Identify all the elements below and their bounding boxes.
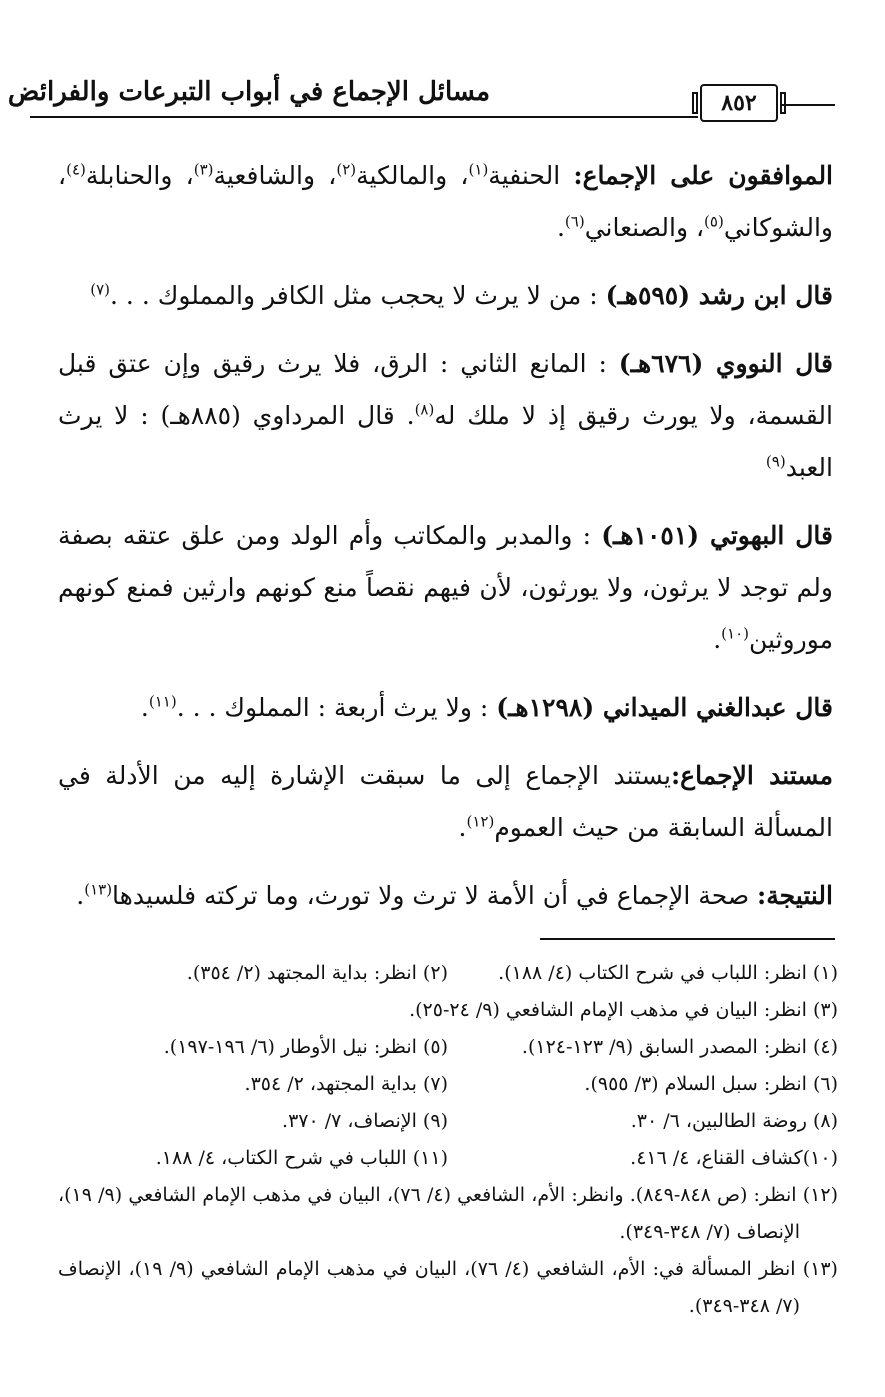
footnote-1: (١) انظر: اللباب في شرح الكتاب (٤/ ١٨٨). — [498, 962, 838, 984]
footnote-row — [58, 1140, 838, 1177]
paragraph-ibn-rushd — [58, 270, 833, 322]
text-mardawi: . قال المرداوي (٨٨٥هـ) : لا يرث العبد — [58, 401, 833, 482]
footnote-ref: (٥) — [704, 212, 724, 231]
label-nawawi: قال النووي (٦٧٦هـ) — [618, 349, 833, 378]
footnote-ref: (٢) — [336, 160, 357, 179]
footnote-4: (٤) انظر: المصدر السابق (٩/ ١٢٣-١٢٤). — [521, 1036, 838, 1058]
footnote-row — [58, 1251, 838, 1325]
label-agreeing: الموافقون على الإجماع: — [573, 161, 834, 190]
footnote-11: (١١) اللباب في شرح الكتاب، ٤/ ١٨٨. — [155, 1147, 448, 1169]
text-maliki: ، والمالكية — [356, 161, 469, 190]
footnote-3: (٣) انظر: البيان في مذهب الإمام الشافعي (٩/ ٢٤-٢٥). — [409, 999, 838, 1021]
paragraph-maydani — [58, 682, 833, 734]
page-number: ٨٥٢ — [721, 90, 757, 116]
footnote-ref: (٤) — [66, 160, 86, 179]
footnote-ref: (١٢) — [466, 812, 495, 831]
text-maydani: : ولا يرث أربعة : المملوك . . . — [176, 693, 489, 722]
text-sanani: ، والصنعاني — [584, 213, 705, 242]
footnote-6: (٦) انظر: سبل السلام (٣/ ٩٥٥). — [584, 1073, 838, 1095]
text-ibn-rushd: : من لا يرث لا يحجب مثل الكافر والمملوك . . . — [110, 281, 598, 310]
footnote-ref: (٨) — [414, 400, 435, 419]
footnote-ref: (١٠) — [721, 624, 750, 643]
page-number-frame — [700, 84, 778, 122]
text-hanafi: الحنفية — [488, 161, 574, 190]
text-shawkani: ، والشوكاني — [58, 161, 833, 242]
footnote-ref: (٩) — [765, 452, 786, 471]
text-shafii: ، والشافعية — [213, 161, 337, 190]
footnote-8: (٨) روضة الطالبين، ٦/ ٣٠. — [630, 1110, 838, 1132]
footnote-row — [58, 1066, 838, 1103]
label-basis: مستند الإجماع: — [670, 761, 833, 790]
footnote-ref: (٦) — [564, 212, 585, 231]
running-title: مسائل الإجماع في أبواب التبرعات والفرائض — [7, 77, 490, 107]
footnote-10: (١٠)كشاف القناع، ٤/ ٤١٦. — [630, 1147, 838, 1169]
text-basis: يستند الإجماع إلى ما سبقت الإشارة إليه من الأدلة في المسألة السابقة من حيث العموم — [58, 761, 833, 842]
paragraph-buhuti — [58, 510, 833, 666]
text-hanbali: ، والحنابلة — [85, 161, 194, 190]
text-buhuti: : والمدبر والمكاتب وأم الولد ومن علق عتقه بصفة ولم توجد لا يرثون، ولا يورثون، لأن فيهم نقصاً منع كونهم وارثين فمنع كونهم موروثين — [58, 521, 833, 654]
text-nawawi: : المانع الثاني : الرق، فلا يرث رقيق وإن عتق قبل القسمة، ولا يورث رقيق إذ لا ملك له — [58, 349, 833, 430]
text-result: صحة الإجماع في أن الأمة لا ترث ولا تورث، وما تركته فلسيدها — [112, 881, 758, 910]
body-text — [58, 150, 833, 938]
footnote-12: (١٢) انظر: (ص ٨٤٨-٨٤٩). وانظر: الأم، الشافعي (٤/ ٧٦)، البيان في مذهب الإمام الشافعي (٩/ ١٩)، الإنصاف (٧/ ٣٤٨-٣٤٩). — [58, 1184, 838, 1243]
footnote-5: (٥) انظر: نيل الأوطار (٦/ ١٩٦-١٩٧). — [163, 1036, 448, 1058]
header-rule — [30, 116, 698, 118]
paragraph-nawawi — [58, 338, 833, 494]
footnote-7: (٧) بداية المجتهد، ٢/ ٣٥٤. — [244, 1073, 448, 1095]
footnote-rule — [540, 938, 835, 940]
footnote-9: (٩) الإنصاف، ٧/ ٣٧٠. — [282, 1110, 448, 1132]
label-maydani: قال عبدالغني الميداني (١٢٩٨هـ) — [496, 693, 833, 722]
text-end: . — [458, 813, 467, 842]
label-ibn-rushd: قال ابن رشد (٥٩٥هـ) — [605, 281, 833, 310]
header-rule-right — [780, 104, 835, 106]
paragraph-basis — [58, 750, 833, 854]
footnote-ref: (٣) — [193, 160, 214, 179]
label-buhuti: قال البهوتي (١٠٥١هـ) — [601, 521, 833, 550]
footnotes — [58, 955, 838, 1325]
footnote-2: (٢) انظر: بداية المجتهد (٢/ ٣٥٤). — [186, 962, 448, 984]
text-end: . — [713, 625, 722, 654]
footnote-row — [58, 1177, 838, 1251]
footnote-row — [58, 1103, 838, 1140]
footnote-ref: (١١) — [148, 692, 177, 711]
text-end: . — [76, 881, 85, 910]
footnote-row — [58, 1029, 838, 1066]
paragraph-agreeing-schools — [58, 150, 833, 254]
text-end: . — [556, 213, 565, 242]
footnote-13: (١٣) انظر المسألة في: الأم، الشافعي (٤/ ٧٦)، البيان في مذهب الإمام الشافعي (٩/ ١٩)، الإنصاف (٧/ ٣٤٨-٣٤٩). — [58, 1258, 838, 1317]
text-end: . — [140, 693, 149, 722]
footnote-ref: (١) — [468, 160, 489, 179]
footnote-ref: (٧) — [90, 280, 111, 299]
paragraph-result — [58, 870, 833, 922]
label-result: النتيجة: — [757, 881, 833, 910]
footnote-row — [58, 992, 838, 1029]
footnote-row — [58, 955, 838, 992]
footnote-ref: (١٣) — [84, 880, 113, 899]
